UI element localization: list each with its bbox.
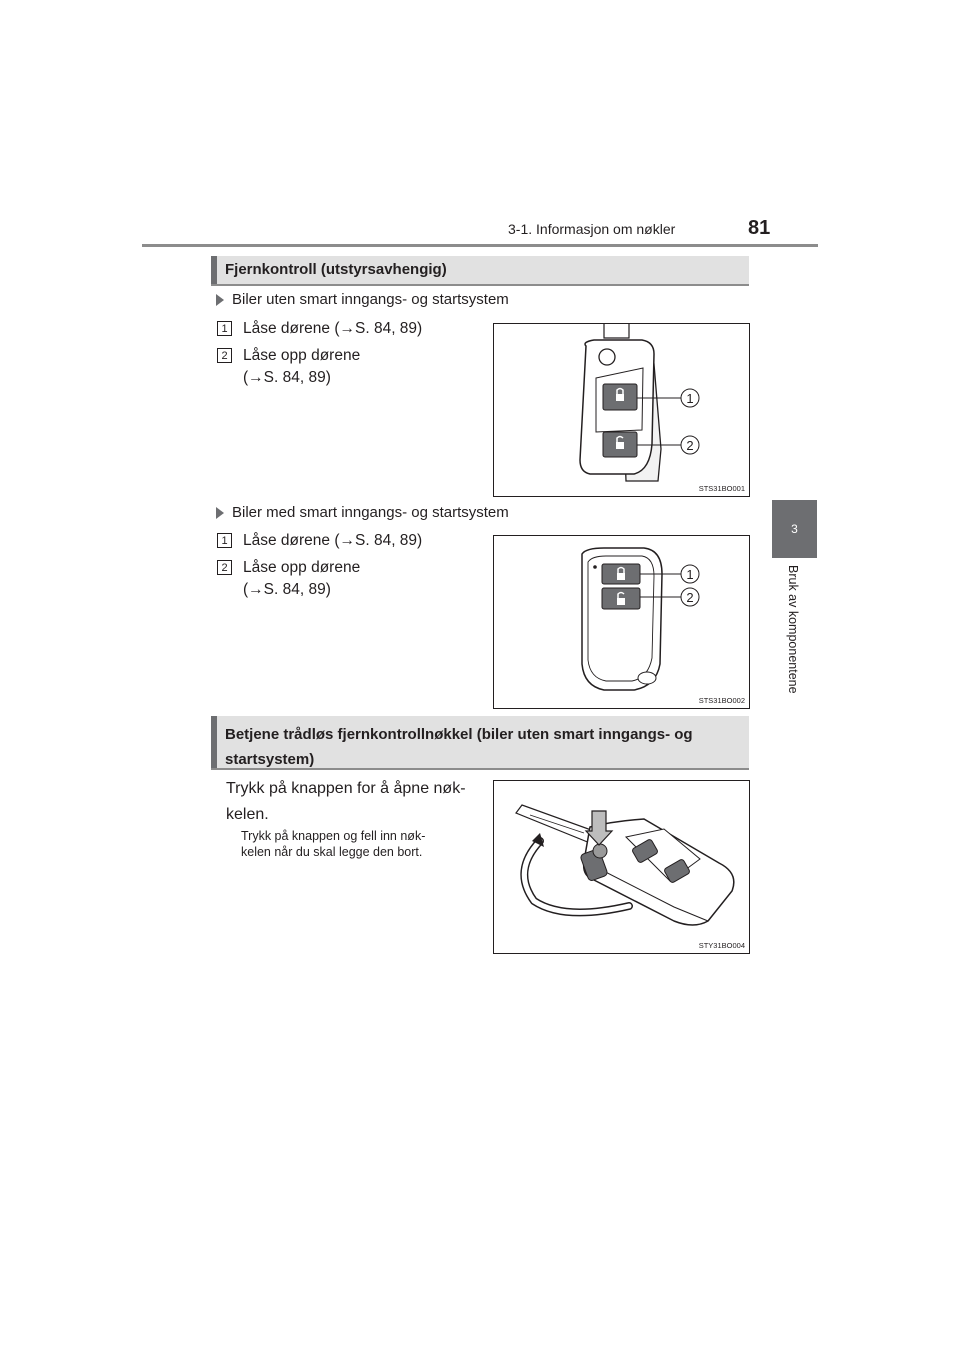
subheading-text: Biler med smart inngangs- og startsystem (232, 504, 509, 521)
item-lock-text: Låse dørene (→S. 84, 89) (243, 320, 423, 337)
chapter-tab (772, 500, 817, 558)
note-text (241, 828, 477, 860)
section-title: Betjene trådløs fjernkontrollnøkkel (biler uten smart inngangs- og startsystem) (225, 726, 693, 768)
smart-key-illustration (494, 536, 750, 709)
callout-2: 2 (686, 438, 694, 453)
item-number: 1 (217, 533, 232, 548)
item-unlock-text: Låse opp dørene (243, 559, 361, 576)
section-title: Fjernkontroll (utstyrsavhengig) (225, 261, 447, 278)
figure-smart-key-remote (493, 535, 750, 709)
figure-folding-key-remote (493, 323, 750, 497)
page-number: 81 (748, 217, 771, 239)
instruction-line-2: kelen. (226, 806, 269, 823)
subheading-with-smart (216, 504, 509, 521)
figure-code: STY31BO004 (698, 941, 745, 950)
instruction-text (226, 776, 478, 828)
callout-2: 2 (686, 590, 694, 605)
figure-code: STS31BO002 (698, 696, 745, 705)
triangle-bullet-icon (216, 294, 224, 306)
instruction-line-1: Trykk på knappen for å åpne nøk- (226, 780, 466, 797)
running-header-section: 3-1. Informasjon om nøkler (508, 221, 676, 237)
triangle-bullet-icon (216, 507, 224, 519)
chapter-title: Bruk av komponentene (786, 565, 800, 694)
figure-code: STS31BO001 (698, 484, 745, 493)
figure-key-fold-out (493, 780, 750, 954)
item-unlock-text: Låse opp dørene (243, 347, 361, 364)
item-number: 2 (217, 348, 232, 363)
chapter-number: 3 (791, 522, 798, 536)
item-number: 2 (217, 560, 232, 575)
key-fold-illustration (494, 781, 750, 954)
section-heading-remote (211, 256, 749, 286)
folding-key-illustration (494, 324, 750, 497)
section-heading-wireless-key (211, 716, 749, 770)
subheading-without-smart (216, 291, 509, 308)
item-number: 1 (217, 321, 232, 336)
callout-1: 1 (686, 567, 694, 582)
item-lock-text: Låse dørene (→S. 84, 89) (243, 532, 423, 549)
item-unlock-ref: (→S. 84, 89) (243, 581, 331, 598)
callout-1: 1 (686, 391, 694, 406)
note-line-2: kelen når du skal legge den bort. (241, 845, 423, 859)
item-unlock-ref: (→S. 84, 89) (243, 369, 331, 386)
note-line-1: Trykk på knappen og fell inn nøk- (241, 829, 426, 843)
subheading-text: Biler uten smart inngangs- og startsystem (232, 291, 509, 308)
header-rule (142, 244, 818, 247)
